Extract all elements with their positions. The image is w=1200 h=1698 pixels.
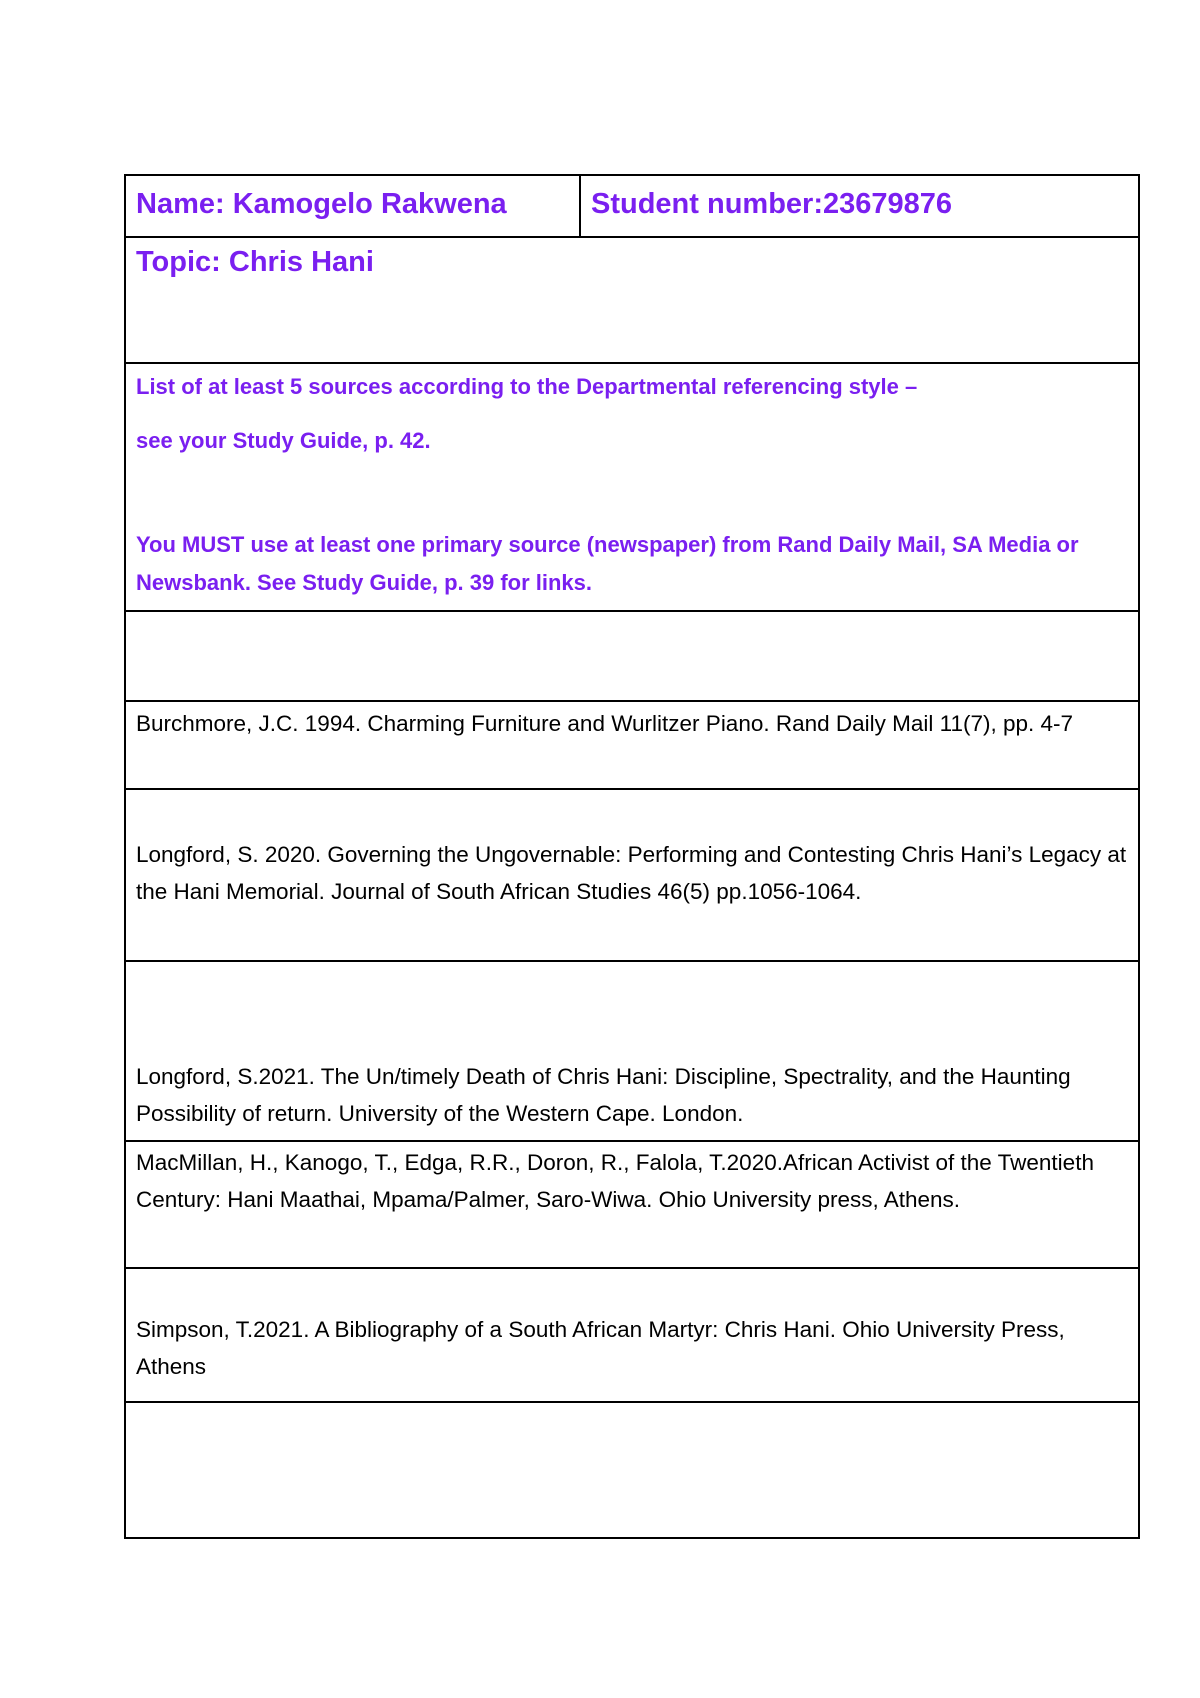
- reference-row: [125, 701, 1139, 789]
- instructions: [125, 363, 1139, 611]
- reference-text: Longford, S.2021. The Un/timely Death of Chris Hani: Discipline, Spectrality, and the Haunting Possibility of return. University of the Western Cape. London.: [136, 1064, 1071, 1126]
- student-number: Student number:23679876: [580, 175, 1139, 237]
- reference-text: MacMillan, H., Kanogo, T., Edga, R.R., Doron, R., Falola, T.2020.African Activist of the Twentieth Century: Hani Maathai, Mpama/Palmer, Saro-Wiwa. Ohio University press, Athens.: [136, 1150, 1094, 1212]
- header-row: [125, 175, 1139, 237]
- instruction-line-1: List of at least 5 sources according to the Departmental referencing style –: [136, 374, 918, 399]
- reference-row: [125, 961, 1139, 1141]
- instruction-line-3: You MUST use at least one primary source (newspaper) from Rand Daily Mail, SA Media or Newsbank. See Study Guide, p. 39 for links.: [136, 532, 1079, 595]
- reference-row: [125, 789, 1139, 961]
- reference-text: Burchmore, J.C. 1994. Charming Furniture and Wurlitzer Piano. Rand Daily Mail 11(7), pp. 4-7: [136, 711, 1074, 736]
- student-name: Name: Kamogelo Rakwena: [125, 175, 580, 237]
- reference-text: Simpson, T.2021. A Bibliography of a South African Martyr: Chris Hani. Ohio University Press, Athens: [136, 1317, 1065, 1379]
- reference-3: [125, 961, 1139, 1141]
- reference-5: [125, 1268, 1139, 1402]
- instructions-row: [125, 363, 1139, 611]
- source-list-form: [124, 174, 1140, 1539]
- reference-text: Longford, S. 2020. Governing the Ungovernable: Performing and Contesting Chris Hani’s Legacy at the Hani Memorial. Journal of South African Studies 46(5) pp.1056-1064.: [136, 842, 1127, 904]
- empty-cell: [125, 611, 1139, 701]
- reference-1: [125, 701, 1139, 789]
- reference-row: [125, 1268, 1139, 1402]
- empty-cell: [125, 1402, 1139, 1538]
- instruction-line-2: see your Study Guide, p. 42.: [136, 428, 431, 453]
- topic: Topic: Chris Hani: [125, 237, 1139, 363]
- empty-row: [125, 611, 1139, 701]
- empty-row: [125, 1402, 1139, 1538]
- reference-4: [125, 1141, 1139, 1268]
- reference-row: [125, 1141, 1139, 1268]
- topic-row: [125, 237, 1139, 363]
- reference-2: [125, 789, 1139, 961]
